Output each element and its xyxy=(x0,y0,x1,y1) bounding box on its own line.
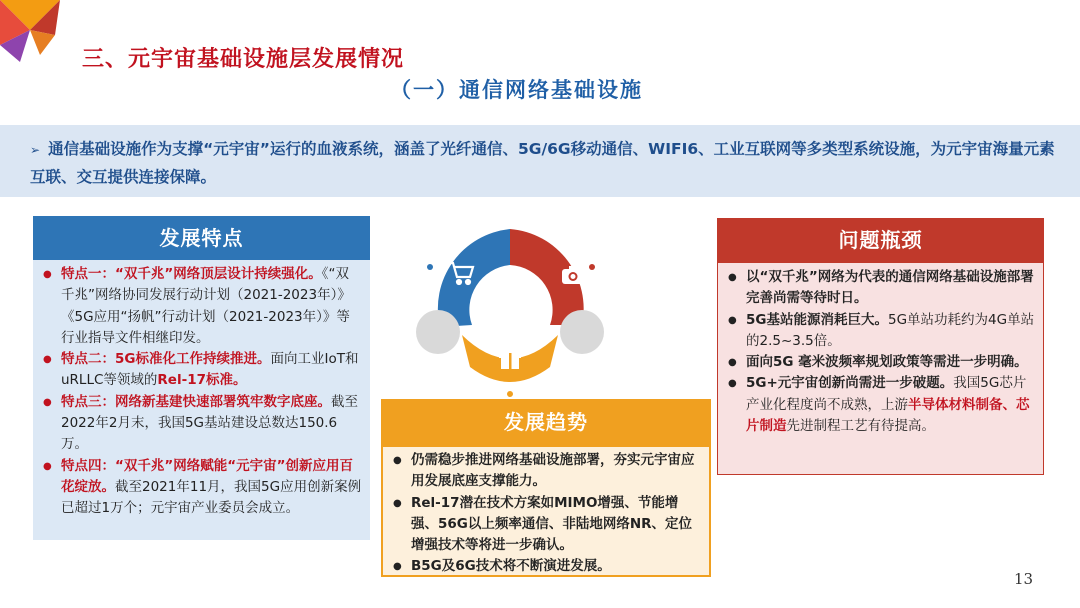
page-number: 13 xyxy=(1014,570,1034,588)
trend-text: 仍需稳步推进网络基础设施部署，夯实元宇宙应用发展底座支撑能力。 xyxy=(411,452,695,490)
feature-lead: 特点一：“双千兆”网络顶层设计持续强化。 xyxy=(61,266,322,282)
bottleneck-panel-title: 问题瓶颈 xyxy=(717,218,1044,262)
bottleneck-item xyxy=(726,310,1035,353)
bottleneck-highlight: 半导体材料制备、芯片制造 xyxy=(746,396,1030,435)
bullet-icon: ● xyxy=(393,455,402,466)
section-subtitle: （一）通信网络基础设施 xyxy=(390,78,643,102)
feature-item xyxy=(41,349,362,392)
bullet-icon: ● xyxy=(728,314,737,326)
bullet-icon: ● xyxy=(728,378,737,390)
feature-item xyxy=(41,392,362,456)
blue-segment xyxy=(438,229,510,327)
bottleneck-tail: 先进制程工艺有待提高。 xyxy=(786,418,935,435)
grey-circle xyxy=(416,310,460,354)
page-title: 三、元宇宙基础设施层发展情况 xyxy=(82,47,405,72)
bottleneck-text: 5G单站功耗约为4G单站的2.5~3.5倍。 xyxy=(746,311,1035,349)
trends-panel xyxy=(381,445,711,577)
bottleneck-text: 我国5G芯片产业化程度尚不成熟，上游 xyxy=(746,375,1027,413)
bottleneck-panel xyxy=(717,262,1044,475)
feature-item xyxy=(41,264,362,349)
trend-item xyxy=(391,493,701,557)
orange-dot xyxy=(507,391,513,397)
center-graphic xyxy=(400,207,620,407)
blue-dot xyxy=(427,264,433,270)
bullet-icon: ● xyxy=(393,497,402,509)
bullet-icon: ● xyxy=(728,357,737,369)
bottleneck-lead: 以“双千兆”网络为代表的通信网络基础设施部署完善尚需等待时日。 xyxy=(746,269,1034,307)
trends-panel-title: 发展趋势 xyxy=(381,399,711,445)
feature-lead: 特点二：5G标准化工作持续推进。 xyxy=(61,351,271,368)
bullet-icon: ● xyxy=(43,269,52,280)
trend-item xyxy=(391,450,701,493)
grey-circle xyxy=(560,310,604,354)
intro-text-content: 通信基础设施作为支撑“元宇宙”运行的血液系统，涵盖了光纤通信、5G/6G移动通信、WIFI6、工业互联网等多类型系统设施，为元宇宙海量元素互联、交互提供连接保障。 xyxy=(30,140,1055,186)
feature-highlight: Rel-17标准。 xyxy=(157,372,247,389)
trend-text: B5G及6G技术将不断演进发展。 xyxy=(411,558,611,575)
bottleneck-lead: 5G+元宇宙创新尚需进一步破题。 xyxy=(746,375,954,392)
arrow-bullet-icon: ➢ xyxy=(30,143,41,157)
feature-text: 截至2021年11月，我国5G应用创新案例已超过1万个；元宇宙产业委员会成立。 xyxy=(61,478,362,517)
gift-icon xyxy=(499,350,521,369)
intro-text xyxy=(30,136,1070,191)
feature-text: 截至2022年2月末，我国5G基站建设总数达150.6万。 xyxy=(61,393,358,453)
bottleneck-item xyxy=(726,373,1035,437)
bullet-icon: ● xyxy=(728,272,737,283)
red-dot xyxy=(589,264,595,270)
trend-text: Rel-17潜在技术方案如MIMO增强、节能增强、56G以上频率通信、非陆地网络NR、定位增强技术等将进一步确认。 xyxy=(411,494,693,554)
bottleneck-lead: 5G基站能源消耗巨大。 xyxy=(746,311,888,328)
bullet-icon: ● xyxy=(43,396,52,408)
bottleneck-lead: 面向5G 毫米波频率规划政策等需进一步明确。 xyxy=(746,354,1028,371)
feature-text: 面向工业IoT和uRLLC等领域的 xyxy=(61,351,359,389)
feature-item xyxy=(41,456,362,520)
corner-decoration xyxy=(0,0,90,80)
bottleneck-item xyxy=(726,352,1035,373)
feature-lead: 特点三：网络新基建快速部署筑牢数字底座。 xyxy=(61,393,331,410)
features-panel xyxy=(33,260,370,540)
trend-item xyxy=(391,556,701,577)
bullet-icon: ● xyxy=(393,561,402,573)
bullet-icon: ● xyxy=(43,460,52,472)
features-panel-title: 发展特点 xyxy=(33,216,370,260)
feature-lead: 特点四：“双千兆”网络赋能“元宇宙”创新应用百花绽放。 xyxy=(61,457,353,495)
bottleneck-item xyxy=(726,267,1035,310)
feature-text: 《“双千兆”网络协同发展行动计划（2021-2023年）》《5G应用“扬帆”行动计划（2021-2023年）》等行业指导文件相继印发。 xyxy=(61,266,351,346)
bullet-icon: ● xyxy=(43,354,52,366)
